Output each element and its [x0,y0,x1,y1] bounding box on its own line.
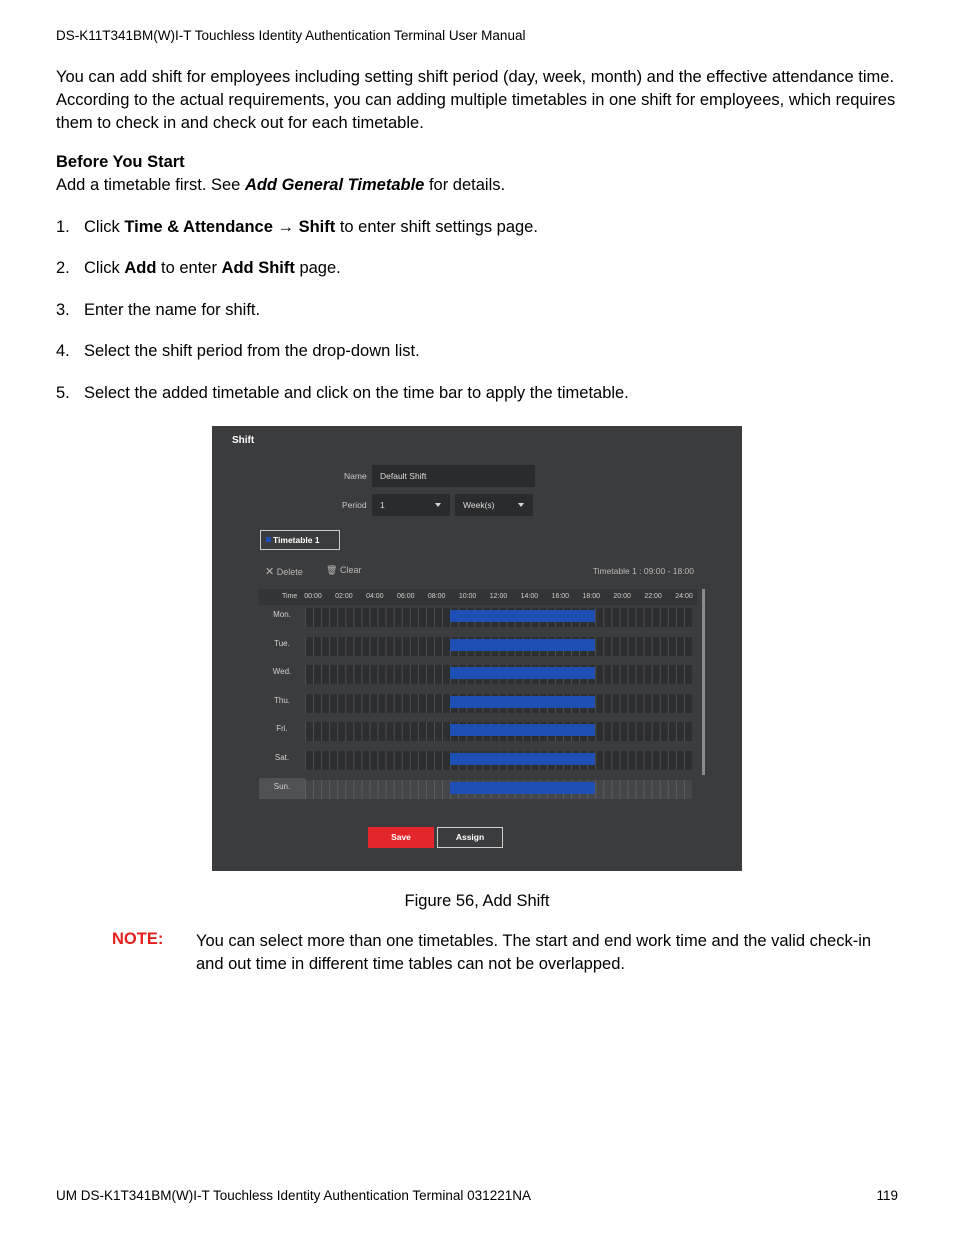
period-unit-select[interactable]: Week(s) [455,494,533,516]
time-tick-label: 14:00 [520,593,539,600]
time-tick-label: 16:00 [551,593,570,600]
day-time-bar[interactable] [305,665,692,684]
grid-scrollbar[interactable] [702,589,705,775]
time-tick-label: 10:00 [458,593,477,600]
time-tick-label: 24:00 [675,593,693,600]
before-you-start-heading: Before You Start [56,153,185,171]
time-tick-label: 04:00 [366,593,384,600]
clear-button[interactable]: 🗑 Clear [326,565,362,575]
selected-timetable-segment[interactable] [450,610,595,622]
period-label: Period [342,500,367,510]
day-row[interactable] [259,663,697,684]
day-row[interactable] [259,778,697,799]
period-value-select[interactable]: 1 [372,494,450,516]
time-tick-label: 02:00 [335,593,353,600]
step-4: 4. Select the shift period from the drop-down list. [56,342,420,360]
selected-timetable-segment[interactable] [450,639,595,651]
day-row[interactable] [259,635,697,656]
selected-timetable-segment[interactable] [450,782,595,794]
day-time-bar[interactable] [305,637,692,656]
day-label: Sat. [274,753,290,762]
timetable-color-swatch [266,537,271,542]
timetable-1-button[interactable]: Timetable 1 [260,530,340,550]
time-tick-label: 20:00 [613,593,631,600]
day-row[interactable] [259,720,697,741]
day-time-bar[interactable] [305,722,692,741]
shift-panel-title: Shift [232,435,255,446]
day-time-bar[interactable] [305,608,692,627]
time-tick-label: 22:00 [644,593,662,600]
intro-paragraph: You can add shift for employees including setting shift period (day, week, month) and the effective attendance time. According to the actual requirements, you can adding multiple timetables in one shift for employees, which requires them to check in and check out for each timetable. [56,68,896,132]
step-1: 1. Click Time & Attendance → Shift to enter shift settings page. [56,218,538,236]
document-header: DS-K11T341BM(W)I-T Touchless Identity Authentication Terminal User Manual [56,28,526,43]
time-tick-label: 12:00 [489,593,508,600]
note-text: You can select more than one timetables. The start and end work time and the valid check-in and out time in different time tables can not be overlapped. [196,932,872,973]
chevron-down-icon [518,503,524,507]
day-label: Fri. [276,724,288,734]
trash-icon: 🗑 [326,565,338,575]
save-button[interactable]: Save [368,827,434,848]
page-number: 119 [876,1188,898,1203]
shift-settings-screenshot [212,426,742,871]
add-general-timetable-ref: Add General Timetable [244,176,425,194]
note-label: NOTE: [112,930,164,948]
selected-timetable-segment[interactable] [450,696,595,708]
chevron-down-icon [435,503,441,507]
day-label: Tue. [274,638,290,648]
before-you-start-text: Add a timetable first. See Add General Timetable for details. [56,176,506,194]
time-tick-label: 08:00 [427,593,446,600]
day-label: Sun. [259,778,305,799]
day-label: Thu. [273,695,290,705]
selected-timetable-segment[interactable] [450,667,595,679]
day-time-bar[interactable] [305,694,692,713]
day-label: Wed. [272,667,292,677]
time-tick-label: 00:00 [304,593,322,600]
weekly-time-grid[interactable] [259,589,697,797]
selected-timetable-segment[interactable] [450,753,595,765]
step-2: 2. Click Add to enter Add Shift page. [56,259,341,277]
step-3: 3. Enter the name for shift. [56,301,261,319]
assign-button[interactable]: Assign [437,827,503,848]
day-time-bar[interactable] [305,780,692,799]
close-icon: ✕ [265,566,275,578]
timetable-info: Timetable 1 : 09:00 - 18:00 [592,566,694,576]
figure-caption: Figure 56, Add Shift [404,892,550,910]
name-label: Name [344,471,367,481]
time-column-label: Time [282,593,298,600]
time-tick-label: 06:00 [396,593,415,600]
shift-name-input[interactable]: Default Shift [372,465,535,487]
step-5: 5. Select the added timetable and click on the time bar to apply the timetable. [56,384,629,402]
selected-timetable-segment[interactable] [450,724,595,736]
time-tick-label: 18:00 [582,593,601,600]
day-row[interactable] [259,692,697,713]
delete-button[interactable]: ✕ Delete [265,566,303,578]
time-header-row [259,589,697,605]
day-row[interactable] [259,606,697,627]
day-row[interactable] [259,749,697,770]
day-label: Mon. [273,610,291,619]
footer-document-id: UM DS-K1T341BM(W)I-T Touchless Identity Authentication Terminal 031221NA [56,1188,531,1203]
day-time-bar[interactable] [305,751,692,770]
